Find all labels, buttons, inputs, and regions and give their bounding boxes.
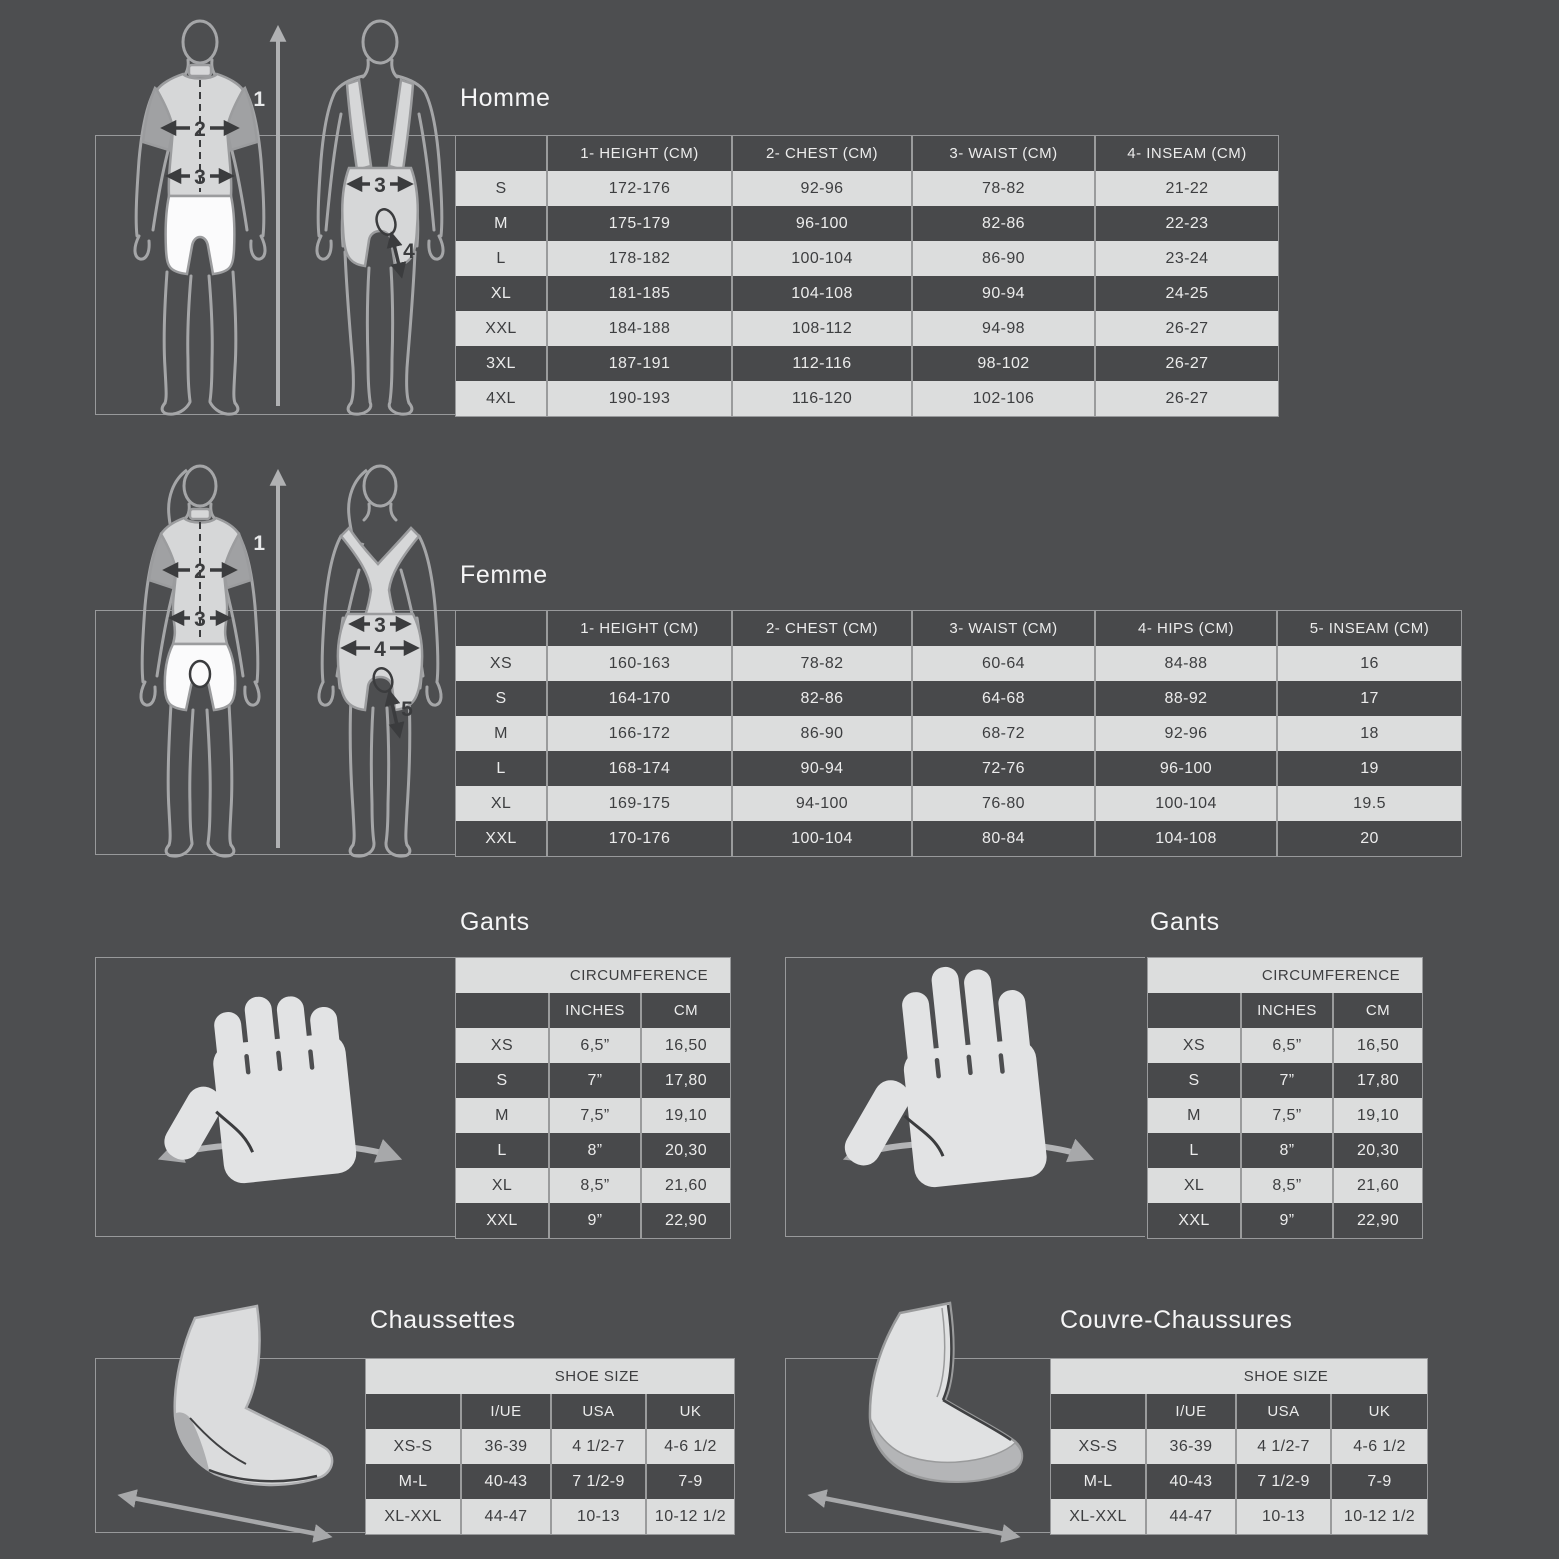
iue-cell: 44-47 — [1145, 1499, 1235, 1534]
cm-cell: 16,50 — [640, 1028, 730, 1063]
header-inseam: 5- INSEAM (CM) — [1276, 611, 1461, 646]
height-cell: 168-174 — [546, 751, 731, 786]
empty-cell — [1148, 993, 1240, 1028]
header-height: 1- HEIGHT (CM) — [546, 136, 731, 171]
couvre-chaussures-title: Couvre-Chaussures — [1060, 1306, 1293, 1334]
table-row — [366, 1464, 734, 1499]
empty-cell — [366, 1394, 460, 1429]
hips-cell: 100-104 — [1094, 786, 1276, 821]
chest-cell: 86-90 — [731, 716, 911, 751]
units-header-row — [366, 1394, 734, 1429]
gants-longs-title: Gants — [1150, 908, 1220, 936]
height-cell: 166-172 — [546, 716, 731, 751]
span-header-row — [366, 1359, 734, 1394]
waist-front-label: 3 — [194, 608, 206, 631]
height-cell: 160-163 — [546, 646, 731, 681]
inches-cell: 6,5” — [548, 1028, 640, 1063]
table-row — [1148, 1168, 1422, 1203]
table-row — [456, 1063, 730, 1098]
chest-cell: 108-112 — [731, 311, 911, 346]
hips-cell: 96-100 — [1094, 751, 1276, 786]
usa-cell: 4 1/2-7 — [1235, 1429, 1330, 1464]
table-row — [456, 1133, 730, 1168]
height-cell: 164-170 — [546, 681, 731, 716]
table-row — [1051, 1464, 1427, 1499]
waist-cell: 98-102 — [911, 346, 1094, 381]
table-row — [456, 786, 1461, 821]
uk-cell: 4-6 1/2 — [645, 1429, 734, 1464]
size-cell: L — [1189, 1141, 1199, 1159]
uk-cell: 10-12 1/2 — [1330, 1499, 1427, 1534]
height-label: 1 — [253, 532, 265, 555]
table-row — [1148, 1028, 1422, 1063]
cm-cell: 21,60 — [1332, 1168, 1422, 1203]
female-back-figure — [319, 466, 441, 856]
span-header-row — [1051, 1359, 1427, 1394]
chest-cell: 112-116 — [731, 346, 911, 381]
inseam-cell: 23-24 — [1094, 241, 1278, 276]
table-row — [456, 1203, 730, 1238]
uk-cell: 10-12 1/2 — [645, 1499, 734, 1534]
waist-back-label: 3 — [374, 614, 386, 637]
female-front-figure — [141, 466, 259, 856]
circumference-header: CIRCUMFERENCE — [569, 967, 709, 984]
height-cell: 172-176 — [546, 171, 731, 206]
header-size-cell — [456, 136, 546, 171]
waist-cell: 76-80 — [911, 786, 1094, 821]
inches-cell: 6,5” — [1240, 1028, 1332, 1063]
iue-cell: 40-43 — [1145, 1464, 1235, 1499]
empty-cell — [1051, 1394, 1145, 1429]
inseam-label: 5 — [401, 698, 413, 721]
chest-cell: 100-104 — [731, 821, 911, 856]
size-cell: XXL — [486, 1211, 518, 1229]
size-cell: XS — [490, 1036, 514, 1054]
chest-cell: 96-100 — [731, 206, 911, 241]
table-header-row — [456, 611, 1461, 646]
height-cell: 175-179 — [546, 206, 731, 241]
size-cell: XS-S — [393, 1437, 433, 1455]
inseam-cell: 24-25 — [1094, 276, 1278, 311]
header-iue: I/UE — [1145, 1394, 1235, 1429]
size-cell: M — [494, 724, 508, 742]
cm-cell: 20,30 — [1332, 1133, 1422, 1168]
inseam-cell: 21-22 — [1094, 171, 1278, 206]
inches-cell: 8,5” — [548, 1168, 640, 1203]
cm-cell: 19,10 — [640, 1098, 730, 1133]
header-waist: 3- WAIST (CM) — [911, 611, 1094, 646]
inseam-cell: 22-23 — [1094, 206, 1278, 241]
chaussettes-title: Chaussettes — [370, 1306, 516, 1334]
inseam-cell: 26-27 — [1094, 311, 1278, 346]
shoe-size-header: SHOE SIZE — [1243, 1368, 1329, 1385]
size-cell: XL — [490, 794, 512, 812]
size-cell: L — [496, 249, 506, 267]
span-header-row — [1148, 958, 1422, 993]
size-cell: 4XL — [486, 389, 516, 407]
size-cell: XL — [491, 1176, 513, 1194]
table-row — [456, 381, 1278, 416]
waist-cell: 72-76 — [911, 751, 1094, 786]
size-cell: XXL — [1178, 1211, 1210, 1229]
header-inseam: 4- INSEAM (CM) — [1094, 136, 1278, 171]
male-back-figure — [317, 21, 443, 414]
height-cell: 181-185 — [546, 276, 731, 311]
usa-cell: 4 1/2-7 — [550, 1429, 645, 1464]
homme-size-table — [455, 135, 1279, 417]
size-cell: M — [495, 1106, 509, 1124]
waist-front-label: 3 — [194, 166, 206, 189]
chest-cell: 82-86 — [731, 681, 911, 716]
size-cell: XL-XXL — [384, 1507, 442, 1525]
full-finger-glove-icon — [785, 957, 1145, 1237]
gants-mitaines-table — [455, 957, 731, 1239]
hips-cell: 84-88 — [1094, 646, 1276, 681]
waist-cell: 82-86 — [911, 206, 1094, 241]
table-row — [366, 1429, 734, 1464]
table-row — [456, 751, 1461, 786]
table-row — [1148, 1063, 1422, 1098]
size-cell: L — [496, 759, 506, 777]
gants-mitaines-title: Gants — [460, 908, 530, 936]
header-hips: 4- HIPS (CM) — [1094, 611, 1276, 646]
inseam-cell: 16 — [1276, 646, 1461, 681]
waist-cell: 64-68 — [911, 681, 1094, 716]
table-row — [456, 646, 1461, 681]
table-row — [456, 1168, 730, 1203]
chest-cell: 90-94 — [731, 751, 911, 786]
header-uk: UK — [1330, 1394, 1427, 1429]
table-row — [456, 1098, 730, 1133]
size-cell: XXL — [485, 829, 517, 847]
header-chest: 2- CHEST (CM) — [731, 611, 911, 646]
header-cm: CM — [640, 993, 730, 1028]
homme-title: Homme — [460, 84, 551, 112]
size-cell: 3XL — [486, 354, 516, 372]
waist-cell: 102-106 — [911, 381, 1094, 416]
femme-diagram — [95, 452, 455, 858]
empty-cell — [456, 958, 548, 993]
height-cell: 190-193 — [546, 381, 731, 416]
size-cell: M — [1187, 1106, 1201, 1124]
uk-cell: 7-9 — [1330, 1464, 1427, 1499]
table-row — [456, 241, 1278, 276]
size-cell: S — [496, 1071, 508, 1089]
cm-cell: 21,60 — [640, 1168, 730, 1203]
empty-cell — [1148, 958, 1240, 993]
header-usa: USA — [1235, 1394, 1330, 1429]
inches-cell: 7,5” — [1240, 1098, 1332, 1133]
empty-cell — [456, 993, 548, 1028]
units-header-row — [456, 993, 730, 1028]
usa-cell: 7 1/2-9 — [550, 1464, 645, 1499]
inches-cell: 7,5” — [548, 1098, 640, 1133]
waist-cell: 68-72 — [911, 716, 1094, 751]
table-row — [1148, 1203, 1422, 1238]
inches-cell: 9” — [548, 1203, 640, 1238]
usa-cell: 10-13 — [1235, 1499, 1330, 1534]
size-cell: XS — [1182, 1036, 1206, 1054]
empty-cell — [366, 1359, 460, 1394]
uk-cell: 4-6 1/2 — [1330, 1429, 1427, 1464]
couvre-chaussures-table — [1050, 1358, 1428, 1535]
inseam-cell: 19 — [1276, 751, 1461, 786]
inseam-label: 4 — [403, 240, 415, 263]
table-row — [456, 681, 1461, 716]
cm-cell: 20,30 — [640, 1133, 730, 1168]
table-row — [456, 171, 1278, 206]
table-row — [366, 1499, 734, 1534]
height-cell: 170-176 — [546, 821, 731, 856]
table-row — [1051, 1499, 1427, 1534]
inseam-cell: 17 — [1276, 681, 1461, 716]
inseam-cell: 26-27 — [1094, 381, 1278, 416]
usa-cell: 7 1/2-9 — [1235, 1464, 1330, 1499]
waist-cell: 60-64 — [911, 646, 1094, 681]
inches-cell: 7” — [548, 1063, 640, 1098]
waist-cell: 86-90 — [911, 241, 1094, 276]
table-row — [456, 276, 1278, 311]
header-iue: I/UE — [460, 1394, 550, 1429]
table-row — [1148, 1098, 1422, 1133]
size-cell: S — [495, 179, 507, 197]
inches-cell: 8” — [1240, 1133, 1332, 1168]
cm-cell: 17,80 — [640, 1063, 730, 1098]
table-row — [456, 716, 1461, 751]
waist-back-label: 3 — [374, 174, 386, 197]
header-uk: UK — [645, 1394, 734, 1429]
size-cell: M-L — [1083, 1472, 1113, 1490]
waist-cell: 80-84 — [911, 821, 1094, 856]
size-cell: XXL — [485, 319, 517, 337]
table-row — [1051, 1429, 1427, 1464]
cm-cell: 17,80 — [1332, 1063, 1422, 1098]
hips-cell: 88-92 — [1094, 681, 1276, 716]
chest-cell: 100-104 — [731, 241, 911, 276]
homme-diagram — [95, 8, 455, 418]
male-front-figure — [135, 21, 265, 414]
table-header-row — [456, 136, 1278, 171]
inseam-cell: 26-27 — [1094, 346, 1278, 381]
size-cell: XS — [489, 654, 513, 672]
header-inches: INCHES — [1240, 993, 1332, 1028]
header-waist: 3- WAIST (CM) — [911, 136, 1094, 171]
header-size-cell — [456, 611, 546, 646]
table-row — [456, 346, 1278, 381]
inseam-cell: 18 — [1276, 716, 1461, 751]
inches-cell: 8,5” — [1240, 1168, 1332, 1203]
size-cell: S — [1188, 1071, 1200, 1089]
chest-label: 2 — [194, 560, 206, 583]
iue-cell: 44-47 — [460, 1499, 550, 1534]
inseam-cell: 20 — [1276, 821, 1461, 856]
size-cell: M-L — [398, 1472, 428, 1490]
height-cell: 184-188 — [546, 311, 731, 346]
cm-cell: 22,90 — [1332, 1203, 1422, 1238]
inches-cell: 7” — [1240, 1063, 1332, 1098]
size-cell: XL-XXL — [1069, 1507, 1127, 1525]
cm-cell: 16,50 — [1332, 1028, 1422, 1063]
header-inches: INCHES — [548, 993, 640, 1028]
chest-cell: 78-82 — [731, 646, 911, 681]
size-cell: XS-S — [1078, 1437, 1118, 1455]
inseam-cell: 19.5 — [1276, 786, 1461, 821]
iue-cell: 36-39 — [1145, 1429, 1235, 1464]
header-cm: CM — [1332, 993, 1422, 1028]
gants-longs-table — [1147, 957, 1423, 1239]
size-cell: M — [494, 214, 508, 232]
table-row — [456, 821, 1461, 856]
height-cell: 187-191 — [546, 346, 731, 381]
chest-cell: 104-108 — [731, 276, 911, 311]
table-row — [456, 1028, 730, 1063]
cm-cell: 19,10 — [1332, 1098, 1422, 1133]
size-cell: XL — [490, 284, 512, 302]
cm-cell: 22,90 — [640, 1203, 730, 1238]
header-height: 1- HEIGHT (CM) — [546, 611, 731, 646]
size-cell: XL — [1183, 1176, 1205, 1194]
size-cell: S — [495, 689, 507, 707]
hips-cell: 104-108 — [1094, 821, 1276, 856]
height-cell: 178-182 — [546, 241, 731, 276]
inches-cell: 8” — [548, 1133, 640, 1168]
chest-cell: 116-120 — [731, 381, 911, 416]
circumference-header: CIRCUMFERENCE — [1261, 967, 1401, 984]
inches-cell: 9” — [1240, 1203, 1332, 1238]
size-cell: L — [497, 1141, 507, 1159]
waist-cell: 78-82 — [911, 171, 1094, 206]
height-label: 1 — [253, 88, 265, 111]
femme-size-table — [455, 610, 1462, 857]
header-usa: USA — [550, 1394, 645, 1429]
empty-cell — [1051, 1359, 1145, 1394]
shoe-cover-icon — [785, 1288, 1050, 1550]
table-row — [456, 311, 1278, 346]
span-header-row — [456, 958, 730, 993]
units-header-row — [1148, 993, 1422, 1028]
fingerless-glove-icon — [95, 957, 455, 1237]
iue-cell: 36-39 — [460, 1429, 550, 1464]
waist-cell: 94-98 — [911, 311, 1094, 346]
iue-cell: 40-43 — [460, 1464, 550, 1499]
chaussettes-table — [365, 1358, 735, 1535]
chest-label: 2 — [194, 118, 206, 141]
table-row — [456, 206, 1278, 241]
waist-cell: 90-94 — [911, 276, 1094, 311]
chest-cell: 94-100 — [731, 786, 911, 821]
sock-icon — [95, 1288, 365, 1550]
hips-label: 4 — [374, 638, 386, 661]
usa-cell: 10-13 — [550, 1499, 645, 1534]
header-chest: 2- CHEST (CM) — [731, 136, 911, 171]
table-row — [1148, 1133, 1422, 1168]
shoe-size-header: SHOE SIZE — [554, 1368, 640, 1385]
chest-cell: 92-96 — [731, 171, 911, 206]
units-header-row — [1051, 1394, 1427, 1429]
height-cell: 169-175 — [546, 786, 731, 821]
femme-title: Femme — [460, 561, 548, 589]
uk-cell: 7-9 — [645, 1464, 734, 1499]
hips-cell: 92-96 — [1094, 716, 1276, 751]
